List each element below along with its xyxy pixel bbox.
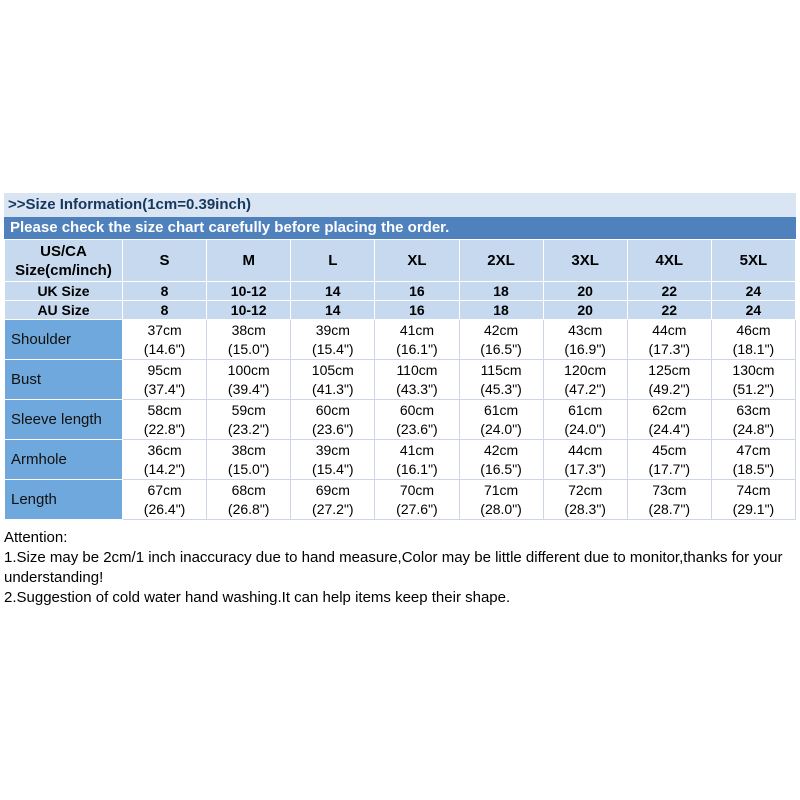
cm-value: 68cm	[231, 481, 266, 498]
inch-value: (14.6")	[143, 340, 186, 357]
check-size-banner: Please check the size chart carefully before placing the order.	[4, 217, 796, 239]
inch-value: (15.4")	[312, 460, 354, 477]
cm-value: 36cm	[147, 441, 182, 458]
cm-value: 110cm	[396, 361, 438, 378]
cm-value: 100cm	[227, 361, 270, 378]
cm-value: 38cm	[231, 441, 266, 458]
region-size-value: 14	[291, 282, 375, 301]
inch-value: (49.2")	[648, 380, 691, 397]
cm-value: 120cm	[564, 361, 607, 378]
measurement-value	[627, 400, 711, 440]
inch-value: (14.2")	[143, 460, 186, 477]
measurement-value	[207, 440, 291, 480]
size-header-row	[5, 240, 796, 282]
cm-value: 60cm	[315, 401, 350, 418]
inch-value: (24.8")	[732, 420, 775, 437]
inch-value: (15.0")	[227, 460, 270, 477]
measurement-value	[543, 320, 627, 360]
inch-value: (26.4")	[143, 500, 186, 517]
measurement-value	[291, 360, 375, 400]
inch-value: (43.3")	[396, 380, 438, 397]
cm-value: 60cm	[399, 401, 435, 418]
cm-value: 39cm	[315, 441, 350, 458]
cm-value: 37cm	[147, 321, 182, 338]
measurement-value	[543, 400, 627, 440]
measurement-value	[711, 440, 795, 480]
attention-section	[4, 528, 796, 608]
measurement-value	[627, 480, 711, 520]
cm-value: 44cm	[568, 441, 603, 458]
inch-value: (45.3")	[480, 380, 522, 397]
inch-value: (27.2")	[312, 500, 354, 517]
inch-value: (37.4")	[143, 380, 186, 397]
cm-value: 73cm	[652, 481, 687, 498]
attention-line-2: 2.Suggestion of cold water hand washing.It can help items keep their shape.	[4, 589, 511, 606]
region-size-value: 14	[291, 301, 375, 320]
size-chart-table	[4, 239, 796, 520]
corner-header	[5, 240, 123, 282]
cm-value: 58cm	[147, 401, 182, 418]
cm-value: 69cm	[315, 481, 350, 498]
inch-value: (23.6")	[312, 420, 354, 437]
inch-value: (16.5")	[480, 340, 522, 357]
cm-value: 39cm	[315, 321, 350, 338]
region-size-value: 8	[123, 282, 207, 301]
measurement-label: Bust	[5, 360, 123, 400]
region-size-value: 10-12	[207, 282, 291, 301]
measurement-row	[5, 360, 796, 400]
measurement-value	[123, 360, 207, 400]
inch-value: (29.1")	[732, 500, 775, 517]
inch-value: (23.6")	[396, 420, 438, 437]
inch-value: (16.5")	[480, 460, 522, 477]
cm-value: 42cm	[483, 321, 519, 338]
cm-value: 74cm	[736, 481, 771, 498]
measurement-value	[123, 400, 207, 440]
corner-line-1: US/CA	[40, 242, 87, 260]
measurement-label: Armhole	[5, 440, 123, 480]
inch-value: (16.9")	[564, 340, 606, 357]
measurement-value	[543, 480, 627, 520]
inch-value: (15.0")	[227, 340, 270, 357]
region-size-value: 22	[627, 282, 711, 301]
size-chart-body	[5, 320, 796, 520]
cm-value: 61cm	[568, 401, 603, 418]
measurement-row	[5, 400, 796, 440]
region-size-value: 10-12	[207, 301, 291, 320]
attention-line-1: 1.Size may be 2cm/1 inch inaccuracy due to hand measure,Color may be little different due to monitor,thanks for your understanding!	[4, 549, 783, 586]
cm-value: 105cm	[311, 361, 354, 378]
cm-value: 70cm	[399, 481, 435, 498]
region-size-row	[5, 282, 796, 301]
inch-value: (17.3")	[648, 340, 691, 357]
measurement-row	[5, 480, 796, 520]
measurement-value	[627, 320, 711, 360]
inch-value: (47.2")	[564, 380, 606, 397]
measurement-row	[5, 440, 796, 480]
measurement-value	[375, 440, 459, 480]
measurement-value	[459, 400, 543, 440]
region-size-value: 18	[459, 301, 543, 320]
measurement-value	[375, 480, 459, 520]
measurement-row	[5, 320, 796, 360]
cm-value: 45cm	[652, 441, 687, 458]
measurement-label: Shoulder	[5, 320, 123, 360]
measurement-value	[627, 360, 711, 400]
cm-value: 43cm	[568, 321, 603, 338]
cm-value: 71cm	[483, 481, 519, 498]
inch-value: (16.1")	[396, 460, 438, 477]
measurement-value	[711, 360, 795, 400]
measurement-value	[627, 440, 711, 480]
region-size-value: 24	[711, 301, 795, 320]
cm-value: 63cm	[736, 401, 771, 418]
region-size-label: AU Size	[5, 301, 123, 320]
cm-value: 115cm	[480, 361, 522, 378]
inch-value: (17.3")	[564, 460, 606, 477]
region-size-value: 16	[375, 301, 459, 320]
cm-value: 47cm	[736, 441, 771, 458]
inch-value: (24.4")	[648, 420, 691, 437]
corner-line-2: Size(cm/inch)	[15, 261, 112, 279]
inch-value: (16.1")	[396, 340, 438, 357]
cm-value: 62cm	[652, 401, 687, 418]
measurement-value	[291, 400, 375, 440]
inch-value: (26.8")	[227, 500, 270, 517]
measurement-value	[711, 320, 795, 360]
inch-value: (27.6")	[396, 500, 438, 517]
measurement-value	[459, 440, 543, 480]
measurement-label: Length	[5, 480, 123, 520]
size-column-header: 4XL	[627, 240, 711, 282]
inch-value: (24.0")	[564, 420, 606, 437]
measurement-value	[207, 360, 291, 400]
cm-value: 125cm	[648, 361, 691, 378]
measurement-value	[291, 440, 375, 480]
cm-value: 46cm	[736, 321, 771, 338]
size-info-title: >>Size Information(1cm=0.39inch)	[4, 193, 796, 217]
attention-title: Attention:	[4, 529, 68, 546]
cm-value: 67cm	[147, 481, 182, 498]
cm-value: 95cm	[147, 361, 182, 378]
measurement-value	[123, 480, 207, 520]
measurement-value	[375, 400, 459, 440]
region-size-value: 16	[375, 282, 459, 301]
measurement-value	[543, 440, 627, 480]
measurement-value	[459, 320, 543, 360]
size-column-header: M	[207, 240, 291, 282]
measurement-value	[207, 480, 291, 520]
size-chart-sheet	[4, 193, 796, 608]
region-size-value: 22	[627, 301, 711, 320]
region-size-value: 20	[543, 282, 627, 301]
measurement-value	[207, 400, 291, 440]
cm-value: 41cm	[399, 441, 435, 458]
size-column-header: XL	[375, 240, 459, 282]
cm-value: 59cm	[231, 401, 266, 418]
inch-value: (51.2")	[732, 380, 775, 397]
cm-value: 42cm	[483, 441, 519, 458]
inch-value: (17.7")	[648, 460, 691, 477]
measurement-value	[375, 320, 459, 360]
measurement-value	[375, 360, 459, 400]
inch-value: (15.4")	[312, 340, 354, 357]
inch-value: (18.1")	[732, 340, 775, 357]
measurement-value	[291, 320, 375, 360]
measurement-value	[711, 400, 795, 440]
cm-value: 44cm	[652, 321, 687, 338]
cm-value: 72cm	[568, 481, 603, 498]
measurement-label: Sleeve length	[5, 400, 123, 440]
size-chart-head	[5, 240, 796, 320]
inch-value: (28.7")	[648, 500, 691, 517]
measurement-value	[711, 480, 795, 520]
inch-value: (24.0")	[480, 420, 522, 437]
size-column-header: 2XL	[459, 240, 543, 282]
size-column-header: 3XL	[543, 240, 627, 282]
inch-value: (28.3")	[564, 500, 606, 517]
cm-value: 130cm	[732, 361, 775, 378]
cm-value: 38cm	[231, 321, 266, 338]
region-size-value: 20	[543, 301, 627, 320]
inch-value: (41.3")	[312, 380, 354, 397]
measurement-value	[123, 440, 207, 480]
cm-value: 41cm	[399, 321, 435, 338]
measurement-value	[459, 480, 543, 520]
cm-value: 61cm	[483, 401, 519, 418]
size-column-header: L	[291, 240, 375, 282]
measurement-value	[123, 320, 207, 360]
region-size-value: 8	[123, 301, 207, 320]
region-size-value: 18	[459, 282, 543, 301]
measurement-value	[543, 360, 627, 400]
region-size-label: UK Size	[5, 282, 123, 301]
inch-value: (28.0")	[480, 500, 522, 517]
measurement-value	[291, 480, 375, 520]
inch-value: (23.2")	[227, 420, 270, 437]
inch-value: (22.8")	[143, 420, 186, 437]
region-size-value: 24	[711, 282, 795, 301]
size-column-header: S	[123, 240, 207, 282]
size-column-header: 5XL	[711, 240, 795, 282]
inch-value: (39.4")	[227, 380, 270, 397]
region-size-row	[5, 301, 796, 320]
inch-value: (18.5")	[732, 460, 775, 477]
measurement-value	[207, 320, 291, 360]
measurement-value	[459, 360, 543, 400]
